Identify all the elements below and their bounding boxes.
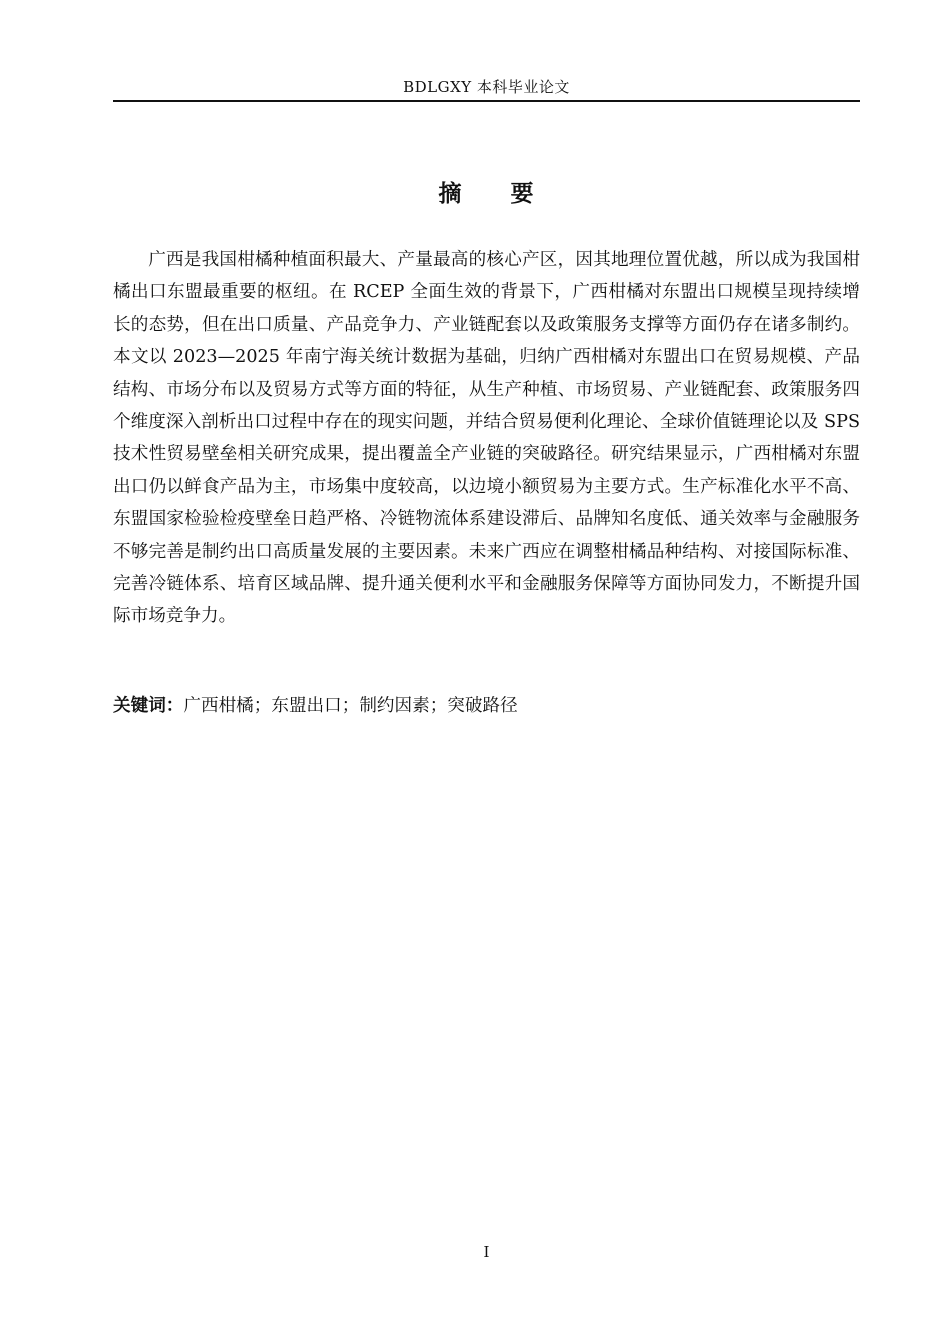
keywords-line: [113, 690, 860, 722]
page-number: I: [483, 1243, 490, 1261]
running-header: BDLGXY 本科毕业论文: [403, 78, 570, 96]
abstract-title: 摘 要: [438, 181, 535, 207]
keywords-list: 广西柑橘；东盟出口；制约因素；突破路径: [183, 696, 518, 716]
header-rule: [113, 100, 860, 102]
keywords-label: 关键词：: [113, 696, 184, 716]
abstract-body: 广西是我国柑橘种植面积最大、产量最高的核心产区，因其地理位置优越，所以成为我国柑橘出口东盟最重要的枢纽。在 RCEP 全面生效的背景下，广西柑橘对东盟出口规模呈现持续增长的态势，但在出口质量、产品竞争力、产业链配套以及政策服务支撑等方面仍存在诸多制约。本文以 2023—2025 年南宁海关统计数据为基础，归纳广西柑橘对东盟出口在贸易规模、产品结构、市场分布以及贸易方式等方面的特征，从生产种植、市场贸易、产业链配套、政策服务四个维度深入剖析出口过程中存在的现实问题，并结合贸易便利化理论、全球价值链理论以及 SPS 技术性贸易壁垒相关研究成果，提出覆盖全产业链的突破路径。研究结果显示，广西柑橘对东盟出口仍以鲜食产品为主，市场集中度较高，以边境小额贸易为主要方式。生产标准化水平不高、东盟国家检验检疫壁垒日趋严格、冷链物流体系建设滞后、品牌知名度低、通关效率与金融服务不够完善是制约出口高质量发展的主要因素。未来广西应在调整柑橘品种结构、对接国际标准、完善冷链体系、培育区域品牌、提升通关便利水平和金融服务保障等方面协同发力，不断提升国际市场竞争力。: [113, 250, 860, 627]
